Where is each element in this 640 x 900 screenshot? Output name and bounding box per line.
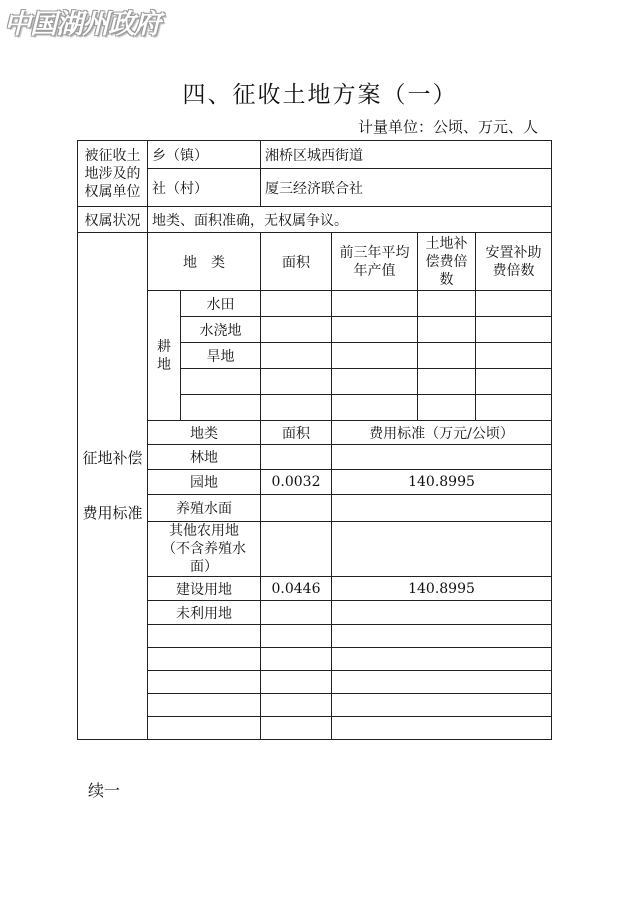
town-value: 湘桥区城西街道 [261,141,552,169]
table-cell [476,369,552,395]
watermark-logo: 中国湖州政府 [4,9,160,40]
table-cell [418,343,476,369]
head1-output: 前三年平均年产值 [332,233,418,291]
cultivated-row-name: 旱地 [181,343,261,369]
table-cell [418,291,476,317]
measurement-unit: 计量单位：公顷、万元、人 [357,118,538,136]
table-cell [418,395,476,421]
head2-area: 面积 [261,421,332,445]
head1-land-multiple: 土地补偿费倍数 [418,233,476,291]
head2-standard: 费用标准（万元/公顷） [332,421,552,445]
table-cell [148,648,261,671]
other-farmland-note: （不含养殖水面） [162,541,246,575]
land-row-name: 未利用地 [148,601,261,625]
land-row-area: 0.0446 [261,577,332,601]
cultivated-label: 耕地 [148,291,181,421]
table-cell [476,395,552,421]
table-cell [332,625,552,648]
table-cell [332,694,552,717]
continuation-note: 续一 [88,781,121,800]
cultivated-row-name: 水田 [181,291,261,317]
table-cell [261,625,332,648]
table-cell [261,343,332,369]
land-row-name: 养殖水面 [148,495,261,522]
table-cell [261,291,332,317]
table-cell [261,317,332,343]
cultivated-row-name [181,369,261,395]
land-row-area [261,495,332,522]
table-cell [332,522,552,577]
table-cell [332,395,418,421]
other-farmland-label: 其他农用地 [169,523,239,539]
land-row-standard: 140.8995 [332,577,552,601]
village-label: 社（村） [148,169,261,207]
table-cell [261,717,332,740]
table-cell [332,343,418,369]
page-title: 四、征收土地方案（一） [182,82,458,108]
table-cell [418,369,476,395]
table-cell [148,625,261,648]
table-cell [148,717,261,740]
table-cell [332,317,418,343]
status-label: 权属状况 [78,207,148,233]
table-cell [332,671,552,694]
land-row-name: 建设用地 [148,577,261,601]
land-row-standard [332,495,552,522]
table-cell [332,717,552,740]
land-row-standard [332,445,552,470]
land-row-standard: 140.8995 [332,470,552,495]
table-cell [261,369,332,395]
table-cell [261,671,332,694]
table-cell [261,648,332,671]
land-row-area [261,445,332,470]
table-cell [476,291,552,317]
head1-area: 面积 [261,233,332,291]
table-cell [332,648,552,671]
table-cell [148,671,261,694]
table-cell [332,369,418,395]
village-value: 厦三经济联合社 [261,169,552,207]
table-cell [261,694,332,717]
cultivated-row-name [181,395,261,421]
land-row-name: 园地 [148,470,261,495]
land-row-area [261,601,332,625]
table-cell [476,343,552,369]
table-cell [148,694,261,717]
table-cell [332,291,418,317]
status-value: 地类、面积准确，无权属争议。 [148,207,552,233]
land-row-area: 0.0032 [261,470,332,495]
table-cell [261,395,332,421]
head1-resettle-multiple: 安置补助费倍数 [476,233,552,291]
land-acquisition-table [77,140,552,740]
land-row-standard [332,601,552,625]
ownership-label: 被征收土地涉及的权属单位 [78,141,148,207]
table-cell [418,317,476,343]
land-row-name: 林地 [148,445,261,470]
head2-land-type: 地类 [148,421,261,445]
town-label: 乡（镇） [148,141,261,169]
other-farmland-cell [148,522,261,577]
cultivated-row-name: 水浇地 [181,317,261,343]
table-cell [476,317,552,343]
head1-land-type: 地 类 [148,233,261,291]
compensation-side-label: 征地补偿费用标准 [78,233,148,740]
table-cell [261,522,332,577]
